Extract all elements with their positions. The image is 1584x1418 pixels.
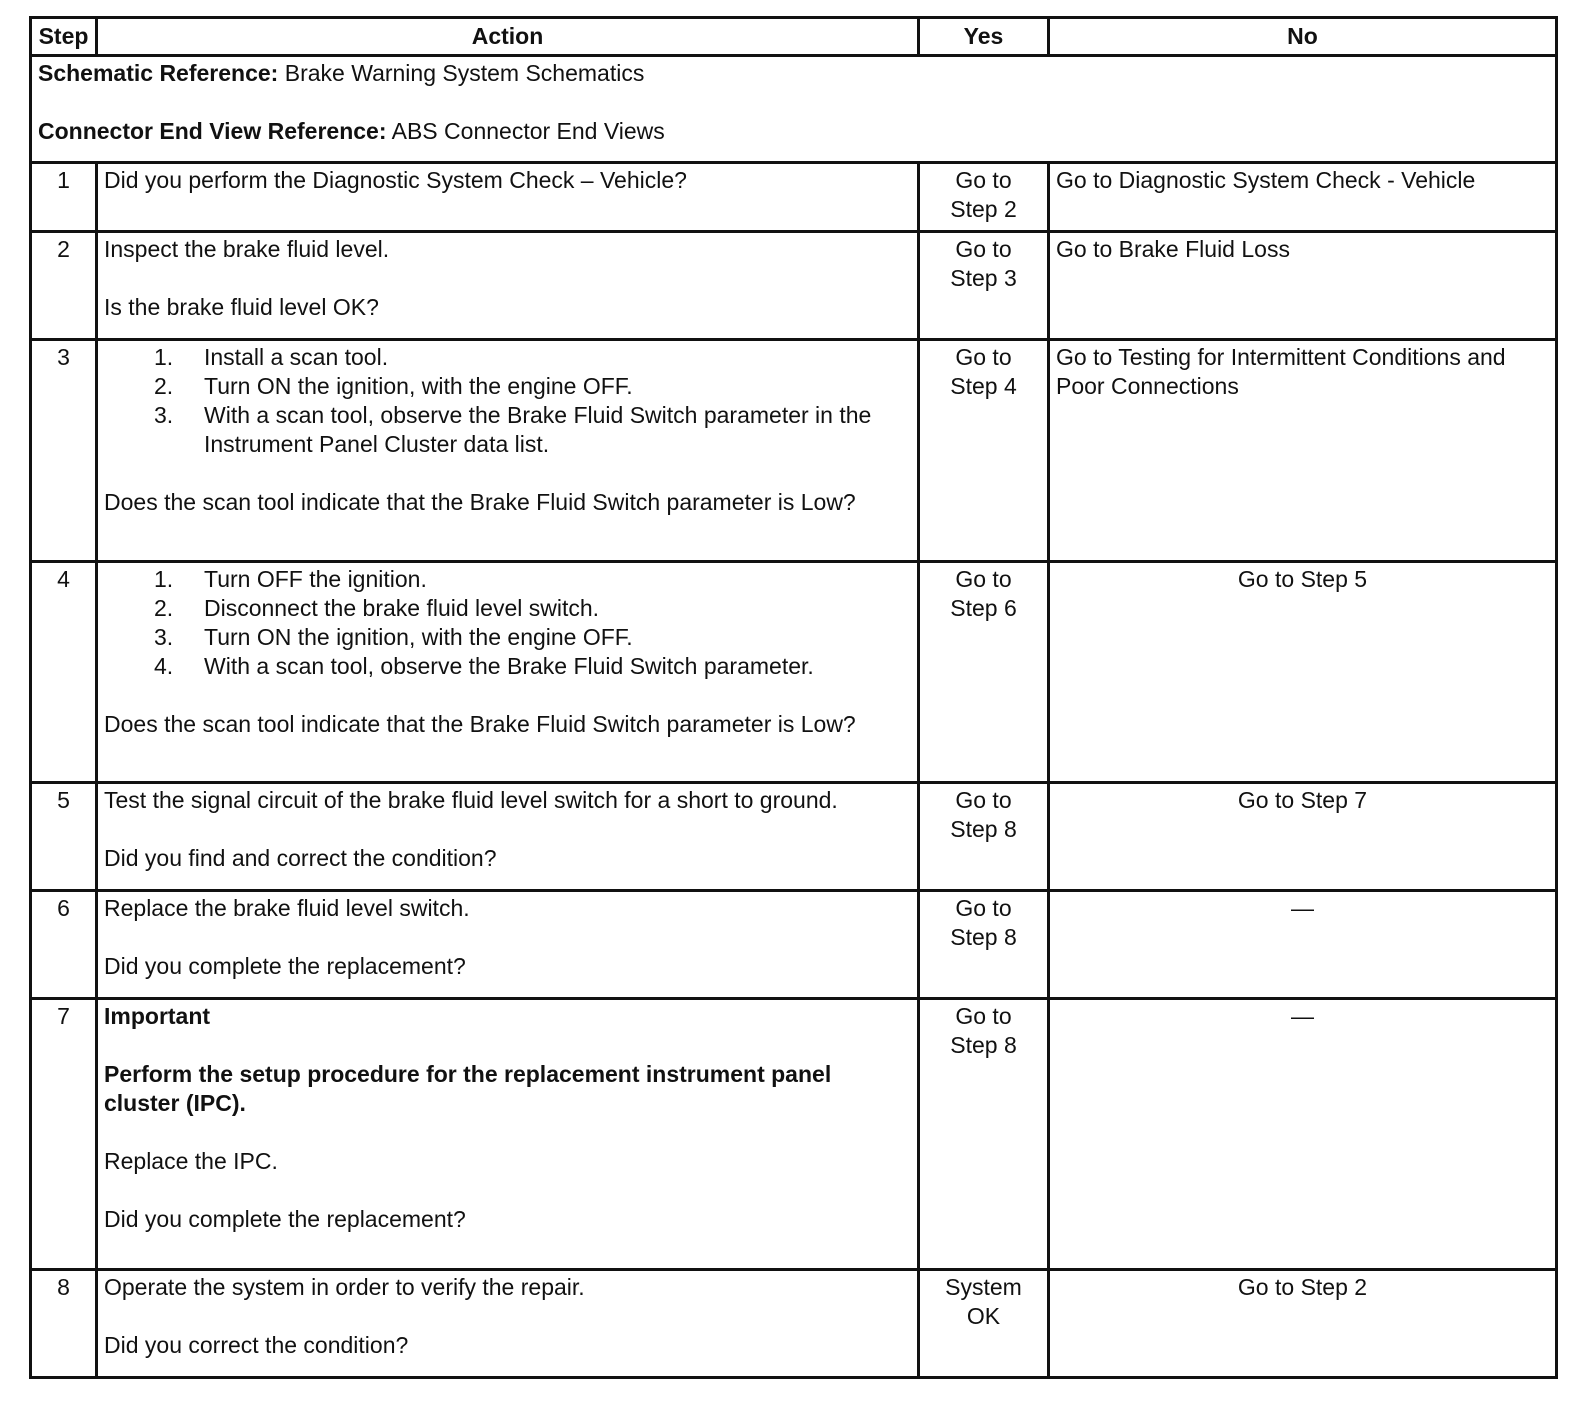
substep-number: 1.: [154, 566, 174, 592]
action-question: Did you find and correct the condition?: [104, 845, 497, 871]
step-number: 4: [31, 562, 97, 783]
substep-text: Turn OFF the ignition.: [204, 566, 427, 592]
reference-cell: [31, 56, 1557, 163]
diagnostic-table-container: [29, 16, 1558, 1379]
table-row-step-1: [31, 163, 1557, 232]
action-cell: [97, 783, 919, 891]
step-number: 1: [31, 163, 97, 232]
yes-line-1: System: [945, 1274, 1022, 1300]
table-row-step-3: [31, 340, 1557, 562]
no-cell: —: [1049, 999, 1557, 1270]
yes-line-1: Go to: [955, 566, 1012, 592]
no-cell: —: [1049, 891, 1557, 999]
connector-reference-value: ABS Connector End Views: [391, 118, 665, 144]
yes-line-2: Step 4: [950, 373, 1017, 399]
substep-number: 1.: [154, 344, 174, 370]
action-question: Did you correct the condition?: [104, 1332, 409, 1358]
header-no: No: [1049, 18, 1557, 56]
yes-line-1: Go to: [955, 236, 1012, 262]
step-number: 6: [31, 891, 97, 999]
substep-number: 2.: [154, 373, 174, 399]
no-cell: Go to Diagnostic System Check - Vehicle: [1049, 163, 1557, 232]
schematic-reference-label: Schematic Reference:: [38, 60, 279, 86]
substep-item: [104, 652, 911, 681]
header-step: Step: [31, 18, 97, 56]
connector-reference-label: Connector End View Reference:: [38, 118, 387, 144]
yes-cell: [919, 783, 1049, 891]
yes-line-2: Step 8: [950, 924, 1017, 950]
no-cell: Go to Brake Fluid Loss: [1049, 232, 1557, 340]
action-question: Does the scan tool indicate that the Brake Fluid Switch parameter is Low?: [104, 711, 856, 737]
table-row-step-2: [31, 232, 1557, 340]
important-text: Perform the setup procedure for the replacement instrument panel cluster (IPC).: [104, 1061, 832, 1116]
step-number: 7: [31, 999, 97, 1270]
substep-number: 2.: [154, 595, 174, 621]
action-text: Operate the system in order to verify the repair.: [104, 1274, 585, 1300]
reference-row: [31, 56, 1557, 163]
action-text: Replace the brake fluid level switch.: [104, 895, 470, 921]
table-row-step-5: [31, 783, 1557, 891]
action-text: Test the signal circuit of the brake fluid level switch for a short to ground.: [104, 787, 838, 813]
yes-cell: [919, 562, 1049, 783]
substep-text: Turn ON the ignition, with the engine OFF.: [204, 624, 633, 650]
yes-line-2: Step 6: [950, 595, 1017, 621]
step-number: 5: [31, 783, 97, 891]
substep-item: [104, 372, 911, 401]
action-text: Replace the IPC.: [104, 1148, 278, 1174]
action-question: Did you complete the replacement?: [104, 953, 466, 979]
yes-cell: [919, 340, 1049, 562]
step-number: 8: [31, 1270, 97, 1378]
substep-item: [104, 401, 911, 459]
action-cell: [97, 1270, 919, 1378]
table-row-step-6: [31, 891, 1557, 999]
substep-list: [104, 343, 911, 459]
step-number: 3: [31, 340, 97, 562]
substep-item: [104, 594, 911, 623]
yes-cell: [919, 163, 1049, 232]
no-cell: Go to Step 2: [1049, 1270, 1557, 1378]
yes-cell: [919, 232, 1049, 340]
action-question: Did you perform the Diagnostic System Check – Vehicle?: [104, 167, 687, 193]
no-cell: Go to Testing for Intermittent Conditions and Poor Connections: [1049, 340, 1557, 562]
step-number: 2: [31, 232, 97, 340]
schematic-reference: [38, 59, 1549, 88]
schematic-reference-value: Brake Warning System Schematics: [284, 60, 645, 86]
header-action: Action: [97, 18, 919, 56]
action-cell: [97, 891, 919, 999]
substep-text: Disconnect the brake fluid level switch.: [204, 595, 600, 621]
no-cell: Go to Step 5: [1049, 562, 1557, 783]
yes-cell: [919, 1270, 1049, 1378]
substep-number: 4.: [154, 653, 174, 679]
yes-line-1: Go to: [955, 167, 1012, 193]
substep-number: 3.: [154, 402, 174, 428]
substep-item: [104, 565, 911, 594]
yes-cell: [919, 999, 1049, 1270]
connector-reference: [38, 117, 1549, 146]
header-yes: Yes: [919, 18, 1049, 56]
action-cell: [97, 232, 919, 340]
action-cell: [97, 340, 919, 562]
table-row-step-7: [31, 999, 1557, 1270]
yes-line-2: Step 3: [950, 265, 1017, 291]
substep-item: [104, 623, 911, 652]
diagnostic-table: [29, 16, 1558, 1379]
action-question: Did you complete the replacement?: [104, 1206, 466, 1232]
table-row-step-8: [31, 1270, 1557, 1378]
yes-line-2: Step 8: [950, 816, 1017, 842]
yes-line-1: Go to: [955, 895, 1012, 921]
yes-line-2: Step 8: [950, 1032, 1017, 1058]
action-question: Does the scan tool indicate that the Brake Fluid Switch parameter is Low?: [104, 489, 856, 515]
yes-line-1: Go to: [955, 787, 1012, 813]
table-header-row: [31, 18, 1557, 56]
no-cell: Go to Step 7: [1049, 783, 1557, 891]
yes-line-1: Go to: [955, 344, 1012, 370]
yes-cell: [919, 891, 1049, 999]
substep-text: With a scan tool, observe the Brake Fluid Switch parameter in the Instrument Panel Cluster data list.: [204, 402, 872, 457]
substep-list: [104, 565, 911, 681]
important-label: Important: [104, 1003, 211, 1029]
action-cell: [97, 163, 919, 232]
yes-line-2: OK: [966, 1303, 1001, 1329]
substep-text: Install a scan tool.: [204, 344, 389, 370]
action-cell: [97, 999, 919, 1270]
substep-number: 3.: [154, 624, 174, 650]
yes-line-2: Step 2: [950, 196, 1017, 222]
action-question: Is the brake fluid level OK?: [104, 294, 379, 320]
action-cell: [97, 562, 919, 783]
substep-text: Turn ON the ignition, with the engine OFF.: [204, 373, 633, 399]
table-row-step-4: [31, 562, 1557, 783]
action-text: Inspect the brake fluid level.: [104, 236, 390, 262]
yes-line-1: Go to: [955, 1003, 1012, 1029]
substep-item: [104, 343, 911, 372]
substep-text: With a scan tool, observe the Brake Fluid Switch parameter.: [204, 653, 814, 679]
